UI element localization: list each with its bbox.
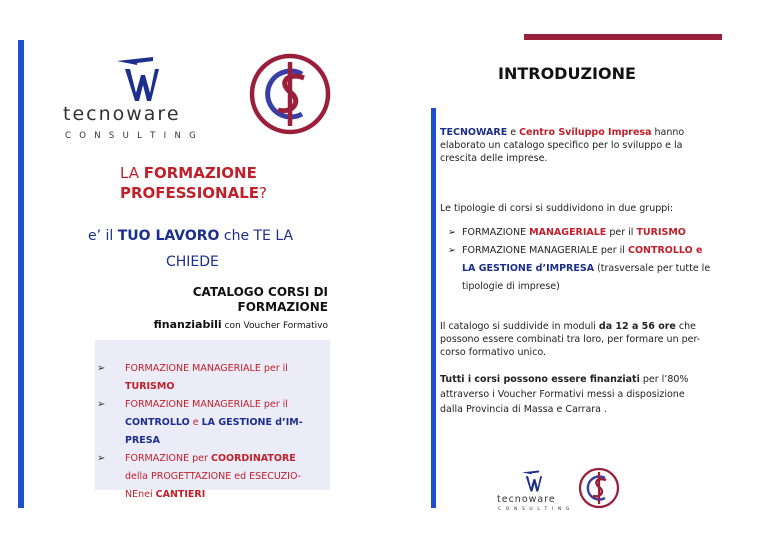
p4-line3: dalla Provincia di Massa e Carrara . <box>440 404 608 415</box>
item-text: NEnei <box>125 489 156 500</box>
tecnoware-small-logo-icon <box>520 469 544 493</box>
item-text: per il <box>606 227 637 238</box>
item-bold: LA GESTIONE d’IMPRESA <box>462 263 595 274</box>
catalog-voucher: con Voucher Formativo <box>221 321 328 331</box>
headline-pre: LA <box>120 164 144 182</box>
right-accent-bar <box>431 108 436 508</box>
groups-list <box>448 224 733 296</box>
right-top-bar <box>524 34 722 40</box>
catalog-heading <box>154 285 328 334</box>
p4-line2: attraverso i Voucher Formativi messi a disposizione <box>440 389 685 400</box>
catalog-finanziabili: finanziabili <box>153 318 222 331</box>
headline-professionale: PROFESSIONALE <box>120 184 260 202</box>
item-bold: CONTROLLO e <box>627 245 703 256</box>
item-text: tipologie di imprese) <box>462 281 560 292</box>
p4-bold: Tutti i corsi possono essere finanziati <box>440 374 640 385</box>
intro-paragraph <box>440 126 725 165</box>
item-bold: CANTIERI <box>155 489 206 500</box>
groups-intro: Le tipologie di corsi si suddividono in due gruppi: <box>440 203 674 214</box>
item-bold: TURISMO <box>125 381 175 392</box>
centro-sviluppo-impresa-logo-icon <box>248 52 332 136</box>
item-text: e <box>189 417 202 428</box>
item-bold: CONTROLLO <box>125 417 190 428</box>
catalog-line2: FORMAZIONE <box>237 300 328 314</box>
item-bold: MANAGERIALE <box>529 227 607 238</box>
brand-subtitle: C O N S U L T I N G <box>65 131 199 141</box>
tecnoware-bold: TECNOWARE <box>440 127 508 138</box>
item-text: della PROGETTAZIONE ed ESECUZIO- <box>125 471 302 482</box>
centro-sviluppo-impresa-small-logo-icon <box>578 467 620 509</box>
tagline-chiede: CHIEDE <box>166 254 219 270</box>
p3-line3: corso formativo unico. <box>440 347 547 358</box>
headline-question: ? <box>259 184 267 202</box>
tagline-pre: e’ il <box>88 228 118 244</box>
p1-rest: hanno <box>651 127 685 138</box>
item-text: FORMAZIONE <box>462 227 530 238</box>
page-title: INTRODUZIONE <box>498 64 636 83</box>
funding-paragraph <box>440 372 730 417</box>
arrow-bullet-icon: ➢ <box>97 363 106 374</box>
brand-name-small: tecnoware <box>497 494 556 505</box>
arrow-bullet-icon: ➢ <box>448 227 456 238</box>
tecnoware-logo-icon <box>113 55 163 103</box>
list-item <box>448 224 733 242</box>
item-bold: TURISMO <box>636 227 686 238</box>
arrow-bullet-icon: ➢ <box>97 453 106 464</box>
item-text: FORMAZIONE per <box>125 453 211 464</box>
item-bold: COORDINATORE <box>210 453 296 464</box>
item-text: FORMAZIONE MANAGERIALE per il <box>125 363 288 374</box>
tagline <box>88 223 293 275</box>
list-item <box>95 396 330 450</box>
item-bold: PRESA <box>125 435 160 446</box>
p3-line2: possono essere combinati tra loro, per formare un per- <box>440 334 701 345</box>
catalog-line1: CATALOGO CORSI DI <box>192 285 328 299</box>
brand-name: tecnoware <box>63 103 181 125</box>
headline-formazione: FORMAZIONE <box>143 164 257 182</box>
arrow-bullet-icon: ➢ <box>448 245 456 256</box>
modules-paragraph <box>440 320 730 359</box>
item-text: FORMAZIONE MANAGERIALE per il <box>125 399 288 410</box>
p1-line3: crescita delle imprese. <box>440 153 548 164</box>
left-accent-bar <box>18 40 24 508</box>
item-text: FORMAZIONE MANAGERIALE per il <box>462 245 628 256</box>
tagline-tuo-lavoro: TUO LAVORO <box>117 228 220 244</box>
p3-post: che <box>675 321 696 332</box>
p4-post: per l’80% <box>639 374 689 385</box>
p1-line2: elaborato un catalogo specifico per lo sviluppo e la <box>440 140 683 151</box>
brand-subtitle-small: C O N S U L T I N G <box>498 507 571 512</box>
item-bold: LA GESTIONE d’IM- <box>201 417 303 428</box>
course-list-box <box>95 340 330 500</box>
list-item <box>448 242 733 296</box>
p3-pre: Il catalogo si suddivide in moduli <box>440 321 599 332</box>
item-text: (trasversale per tutte le <box>594 263 711 274</box>
arrow-bullet-icon: ➢ <box>97 399 106 410</box>
p1-mid: e <box>507 127 520 138</box>
csi-bold: Centro Sviluppo Impresa <box>519 127 652 138</box>
list-item <box>95 360 330 396</box>
headline <box>120 163 267 203</box>
p3-bold: da 12 a 56 ore <box>598 321 676 332</box>
list-item <box>95 450 330 504</box>
tagline-mid: che TE LA <box>219 228 294 244</box>
